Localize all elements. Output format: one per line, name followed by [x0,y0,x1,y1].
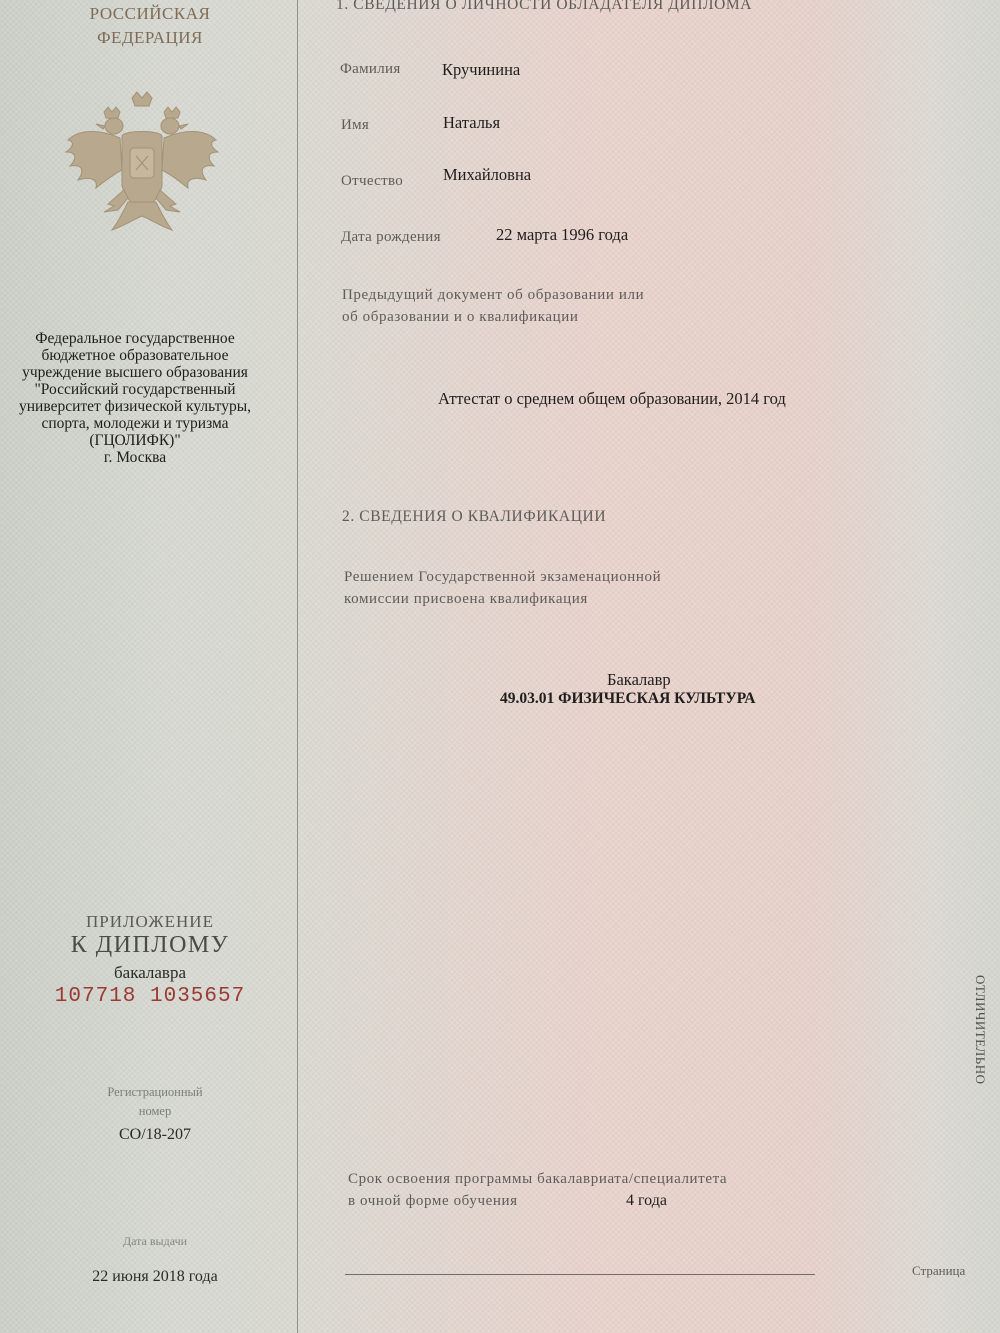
decision-line-2: комиссии присвоена квалификация [344,591,588,607]
prev-doc-label-line-1: Предыдущий документ об образовании или [342,287,645,303]
double-headed-eagle-emblem-icon [62,90,222,240]
annex-title-line-2: К ДИПЛОМУ [70,932,230,958]
country-name [40,2,260,50]
registration-number-label [50,1083,260,1121]
previous-document-label [342,284,742,328]
institution-city: г. Москва [103,449,167,466]
institution-line: (ГЦОЛИФК)" [89,432,181,449]
name-label: Имя [341,117,370,133]
institution-line: бюджетное образовательное [41,347,229,364]
section-1-title: 1. СВЕДЕНИЯ О ЛИЧНОСТИ ОБЛАДАТЕЛЯ ДИПЛОМА [336,0,753,13]
institution-line: университет физической культуры, [19,398,251,415]
patronymic-value: Михайловна [443,165,532,184]
surname-value: Кручинина [442,60,521,79]
side-grade-text: ОТЛИЧИТЕЛЬНО [973,975,988,1085]
institution-line: Федеральное государственное [35,330,235,347]
specialty-value: 49.03.01 ФИЗИЧЕСКАЯ КУЛЬТУРА [500,690,756,707]
institution-line: "Российский государственный [34,381,236,398]
reg-label-line-1: Регистрационный [107,1085,203,1099]
registration-number: СО/18-207 [119,1126,191,1143]
country-line-1: РОССИЙСКАЯ [89,4,211,23]
patronymic-label: Отчество [341,173,404,189]
institution-line: учреждение высшего образования [22,364,248,381]
name-value: Наталья [443,113,501,132]
page-label: Страница [912,1263,966,1278]
prev-doc-label-line-2: об образовании и о квалификации [342,309,579,325]
institution-line: спорта, молодежи и туризма [41,415,229,432]
study-duration-label [348,1168,808,1212]
institution-name [0,330,270,466]
birth-date-label: Дата рождения [341,229,441,245]
surname-label: Фамилия [340,61,401,77]
country-line-2: ФЕДЕРАЦИЯ [97,28,203,47]
signature-line [345,1274,815,1275]
reg-label-line-2: номер [138,1104,172,1118]
annex-title-line-1: ПРИЛОЖЕНИЕ [86,912,214,931]
issue-date: 22 июня 2018 года [92,1268,218,1285]
duration-label-line-1: Срок освоения программы бакалавриата/специалитета [348,1171,728,1187]
section-2-title: 2. СВЕДЕНИЯ О КВАЛИФИКАЦИИ [342,508,607,525]
degree-level: бакалавра [114,963,186,982]
study-duration-value: 4 года [626,1192,667,1209]
decision-line-1: Решением Государственной экзаменационной [344,569,662,585]
birth-date-value: 22 марта 1996 года [496,225,629,244]
issue-date-label: Дата выдачи [122,1234,188,1248]
fold-divider [297,0,298,1333]
serial-number: 107718 1035657 [54,985,246,1008]
commission-decision-text [344,566,764,610]
previous-document-value: Аттестат о среднем общем образовании, 2014 год [438,389,786,408]
qualification-value: Бакалавр [607,670,671,689]
duration-label-line-2: в очной форме обучения [348,1193,518,1209]
